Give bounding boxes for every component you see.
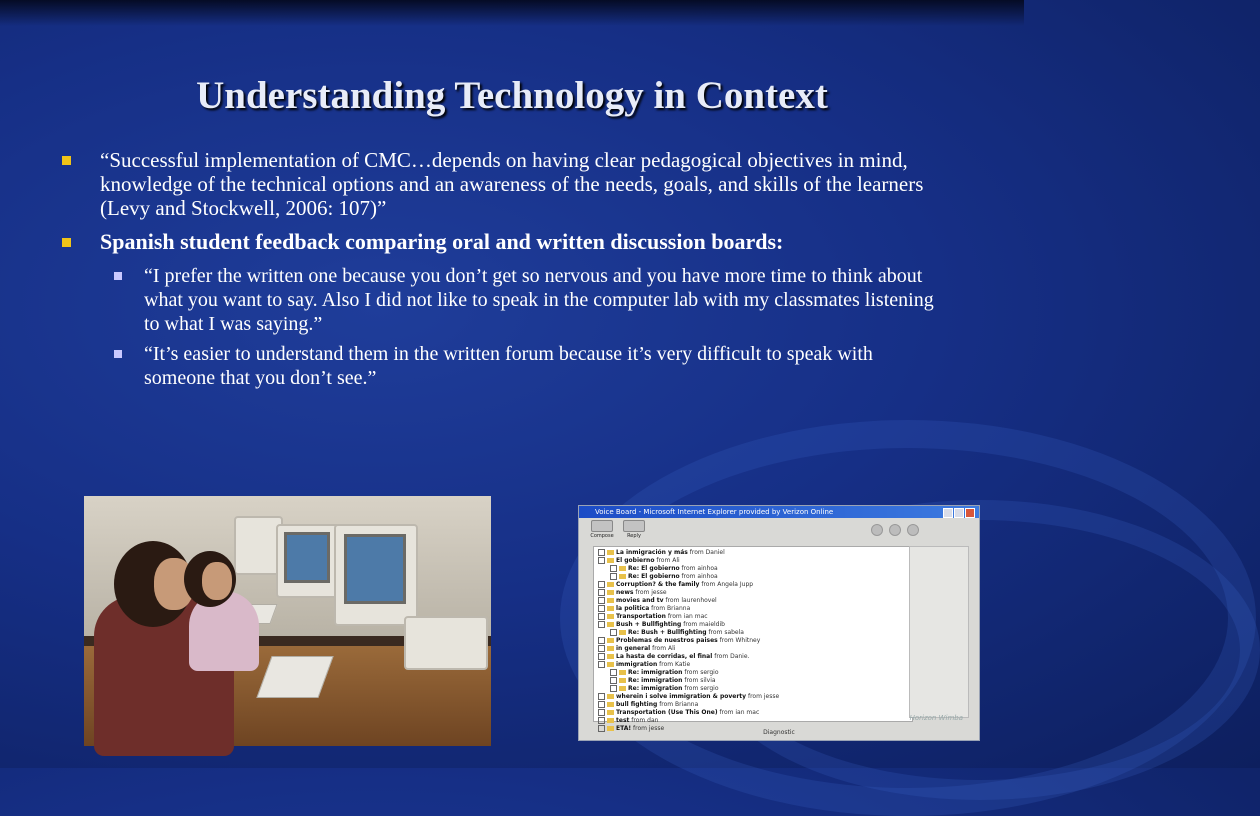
post-title: movies and tv xyxy=(616,597,664,604)
reply-icon xyxy=(623,520,645,532)
expand-toggle-icon xyxy=(610,677,617,684)
expand-toggle-icon xyxy=(610,669,617,676)
post-title: news xyxy=(616,589,634,596)
audio-message-icon xyxy=(607,718,614,723)
expand-toggle-icon xyxy=(598,645,605,652)
post-author: from ainhoa xyxy=(679,573,718,580)
window-title: Voice Board - Microsoft Internet Explorer provided by Verizon Online xyxy=(595,508,834,516)
post-row xyxy=(598,717,908,725)
audio-message-icon xyxy=(607,614,614,619)
post-title: Re: immigration xyxy=(628,685,683,692)
post-author: from dan xyxy=(629,717,659,724)
post-author: from ainhoa xyxy=(679,565,718,572)
monitor-middle xyxy=(276,524,340,598)
post-author: from laurenhovel xyxy=(663,597,717,604)
post-author: from maieldib xyxy=(681,621,725,628)
audio-message-icon xyxy=(607,590,614,595)
post-row xyxy=(598,629,908,637)
audio-message-icon xyxy=(607,638,614,643)
expand-toggle-icon xyxy=(598,605,605,612)
post-row xyxy=(598,661,908,669)
minimize-icon xyxy=(943,508,953,518)
post-author: from Daniel xyxy=(687,549,725,556)
post-row xyxy=(598,565,908,573)
post-title: Transportation xyxy=(616,613,666,620)
window-titlebar xyxy=(579,506,979,518)
post-author: from silvia xyxy=(682,677,716,684)
audio-message-icon xyxy=(607,702,614,707)
sub-bullet-text: “I prefer the written one because you don’t get so nervous and you have more time to think about what you want to say. Also I did not like to speak in the computer lab with my classmates listening to what I was saying.” xyxy=(144,265,934,335)
expand-toggle-icon xyxy=(598,557,605,564)
audio-message-icon xyxy=(619,678,626,683)
post-row xyxy=(598,621,908,629)
voice-board-screenshot xyxy=(578,505,980,741)
post-title: Re: immigration xyxy=(628,677,683,684)
top-dark-band xyxy=(0,0,1024,26)
post-author: from Katie xyxy=(657,661,691,668)
player-button-icon xyxy=(871,524,883,536)
post-title: El gobierno xyxy=(616,557,655,564)
post-row xyxy=(598,653,908,661)
post-title: Re: Bush + Bullfighting xyxy=(628,629,707,636)
expand-toggle-icon xyxy=(598,653,605,660)
computer-case xyxy=(404,616,488,670)
slide-title: Understanding Technology in Context xyxy=(196,74,828,117)
audio-message-icon xyxy=(619,670,626,675)
expand-toggle-icon xyxy=(598,717,605,724)
post-author: from ian mac xyxy=(665,613,708,620)
expand-toggle-icon xyxy=(598,581,605,588)
audio-message-icon xyxy=(607,622,614,627)
post-author: from sabela xyxy=(706,629,744,636)
post-author: from Ali xyxy=(654,557,680,564)
audio-message-icon xyxy=(619,574,626,579)
student-back-face xyxy=(202,562,232,600)
expand-toggle-icon xyxy=(598,589,605,596)
post-title: test xyxy=(616,717,630,724)
post-title: la politica xyxy=(616,605,650,612)
expand-toggle-icon xyxy=(598,637,605,644)
voice-board-side-panel xyxy=(909,546,969,718)
audio-message-icon xyxy=(607,606,614,611)
post-author: from ian mac xyxy=(717,709,760,716)
maximize-icon xyxy=(954,508,964,518)
bullet-text: Spanish student feedback comparing oral and written discussion boards: xyxy=(100,229,784,254)
post-row xyxy=(598,701,908,709)
voice-board-toolbar xyxy=(579,518,979,540)
post-title: Re: immigration xyxy=(628,669,683,676)
post-author: from Whitney xyxy=(717,637,761,644)
post-author: from Angela Jupp xyxy=(699,581,754,588)
horizon-wimba-logo: Horizon Wimba xyxy=(909,714,963,722)
bullet-student-feedback xyxy=(62,230,942,254)
expand-toggle-icon xyxy=(598,661,605,668)
expand-toggle-icon xyxy=(598,549,605,556)
expand-toggle-icon xyxy=(598,693,605,700)
sub-bullet-easier-understand xyxy=(144,342,942,390)
post-title: Bush + Bullfighting xyxy=(616,621,682,628)
bullet-text: “Successful implementation of CMC…depends on having clear pedagogical objectives in mind, knowledge of the technical options and an awareness of the needs, goals, and skills of the learners (Levy and Stockwell, 2006: 107)” xyxy=(100,148,924,220)
compose-icon xyxy=(591,520,613,532)
sub-bullet-text: “It’s easier to understand them in the written forum because it’s very difficult to speak with someone that you don’t see.” xyxy=(144,343,873,389)
compose-button: Compose xyxy=(589,520,615,539)
audio-message-icon xyxy=(607,646,614,651)
monitor-front xyxy=(334,524,418,626)
post-title: Re: El gobierno xyxy=(628,565,680,572)
post-title: Transportation (Use This One) xyxy=(616,709,718,716)
player-button-icon xyxy=(889,524,901,536)
expand-toggle-icon xyxy=(598,597,605,604)
post-row xyxy=(598,693,908,701)
post-row xyxy=(598,613,908,621)
post-author: from Ali xyxy=(650,645,676,652)
post-row xyxy=(598,645,908,653)
post-row xyxy=(598,597,908,605)
sub-bullet-written-preference xyxy=(144,264,942,336)
expand-toggle-icon xyxy=(598,709,605,716)
post-author: from sergio xyxy=(682,685,719,692)
post-row xyxy=(598,685,908,693)
expand-toggle-icon xyxy=(610,565,617,572)
expand-toggle-icon xyxy=(610,573,617,580)
expand-toggle-icon xyxy=(610,629,617,636)
audio-message-icon xyxy=(607,694,614,699)
audio-message-icon xyxy=(619,686,626,691)
player-button-icon xyxy=(907,524,919,536)
post-title: La inmigración y más xyxy=(616,549,688,556)
bullet-quote-levy xyxy=(62,148,942,220)
post-row xyxy=(598,677,908,685)
sub-bullet-square-icon xyxy=(114,350,122,358)
post-author: from Danie. xyxy=(712,653,750,660)
post-title: bull fighting xyxy=(616,701,658,708)
post-title: Re: El gobierno xyxy=(628,573,680,580)
post-row xyxy=(598,637,908,645)
post-author: from jesse xyxy=(633,589,667,596)
post-author: from jesse xyxy=(631,725,665,732)
students-computer-lab-photo xyxy=(84,496,491,746)
reply-button: Reply xyxy=(621,520,647,539)
post-row xyxy=(598,605,908,613)
audio-message-icon xyxy=(607,654,614,659)
post-title: immigration xyxy=(616,661,658,668)
post-title: in general xyxy=(616,645,651,652)
expand-toggle-icon xyxy=(598,613,605,620)
bullet-square-icon xyxy=(62,238,71,247)
post-row xyxy=(598,573,908,581)
bullet-square-icon xyxy=(62,156,71,165)
audio-message-icon xyxy=(607,710,614,715)
post-author: from jesse xyxy=(746,693,780,700)
audio-message-icon xyxy=(607,558,614,563)
post-author: from Brianna xyxy=(649,605,691,612)
post-title: ETA! xyxy=(616,725,632,732)
expand-toggle-icon xyxy=(598,621,605,628)
post-author: from Brianna xyxy=(657,701,699,708)
audio-message-icon xyxy=(607,582,614,587)
post-author: from sergio xyxy=(682,669,719,676)
audio-message-icon xyxy=(607,598,614,603)
post-title: Corruption? & the family xyxy=(616,581,700,588)
close-icon xyxy=(965,508,975,518)
post-thread-list xyxy=(593,546,913,732)
diagnostic-label: Diagnostic xyxy=(763,729,795,736)
post-title: wherein i solve immigration & poverty xyxy=(616,693,747,700)
post-row xyxy=(598,589,908,597)
post-row xyxy=(598,581,908,589)
post-row xyxy=(598,669,908,677)
audio-message-icon xyxy=(607,662,614,667)
post-row xyxy=(598,549,908,557)
audio-message-icon xyxy=(619,566,626,571)
post-title: Problemas de nuestros paises xyxy=(616,637,718,644)
post-row xyxy=(598,557,908,565)
audio-message-icon xyxy=(607,550,614,555)
sub-bullet-square-icon xyxy=(114,272,122,280)
expand-toggle-icon xyxy=(598,701,605,708)
slide-content xyxy=(62,148,942,396)
post-row xyxy=(598,709,908,717)
audio-message-icon xyxy=(619,630,626,635)
expand-toggle-icon xyxy=(610,685,617,692)
post-title: La hasta de corridas, el final xyxy=(616,653,713,660)
